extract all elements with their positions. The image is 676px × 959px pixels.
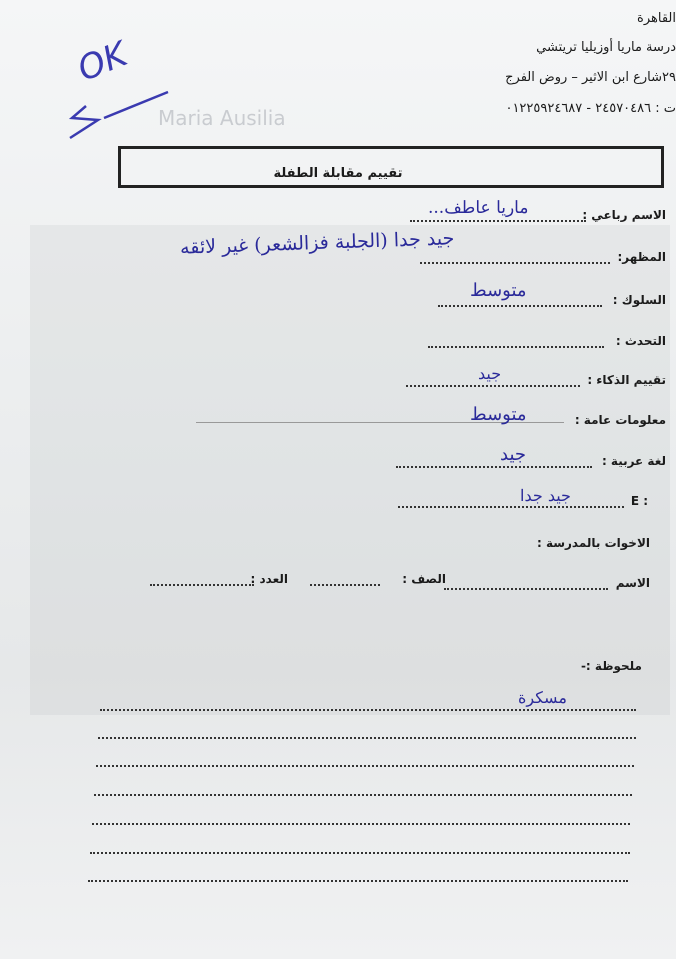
header-address: ٢٩شارع ابن الاثير – روض الفرج <box>505 70 676 85</box>
background-shadow <box>30 225 670 715</box>
general-info-value: متوسط <box>470 404 527 425</box>
speech-dots <box>428 346 604 348</box>
english-value: جيد جدا <box>520 486 571 505</box>
notes-label: ملحوظة :- <box>580 659 642 673</box>
arabic-value: جيد <box>500 444 527 465</box>
behavior-value: متوسط <box>470 280 527 301</box>
notes-value: مسكرة <box>518 688 567 707</box>
header-school: درسة ماريا أوزيليا تريتشي <box>536 40 676 55</box>
name-dots <box>410 220 586 222</box>
siblings-class-dots <box>310 584 380 586</box>
notes-line-5 <box>92 823 630 825</box>
siblings-heading: الاخوات بالمدرسة : <box>536 536 650 550</box>
notes-line-7 <box>88 880 628 882</box>
appearance-label: المظهر: <box>617 250 666 264</box>
general-info-label: معلومات عامة : <box>574 413 666 427</box>
ok-mark: OK <box>72 34 133 90</box>
notes-line-1 <box>100 709 636 711</box>
name-value: ماريا عاطف... <box>428 198 529 218</box>
appearance-dots <box>420 262 610 264</box>
behavior-dots <box>438 305 602 307</box>
english-dots <box>398 506 624 508</box>
arabic-dots <box>396 466 592 468</box>
intelligence-label: تقييم الذكاء : <box>587 373 666 387</box>
siblings-name-label: الاسم <box>615 576 650 590</box>
checkmark-stroke-icon <box>64 88 174 148</box>
header-phones: ت : ٢٤٥٧٠٤٨٦ - ٠١٢٢٥٩٢٤٦٨٧ <box>505 101 676 116</box>
notes-line-3 <box>96 765 634 767</box>
form-title: تقييم مقابلة الطفلة <box>273 166 403 181</box>
header-city: القاهرة <box>637 11 676 26</box>
siblings-name-dots <box>444 588 608 590</box>
notes-line-4 <box>94 794 632 796</box>
arabic-label: لغة عربية : <box>601 454 666 468</box>
behavior-label: السلوك : <box>612 293 666 307</box>
intelligence-dots <box>406 385 580 387</box>
siblings-class-label: الصف : <box>402 572 446 586</box>
notes-line-6 <box>90 852 630 854</box>
speech-label: التحدث : <box>615 334 666 348</box>
notes-line-2 <box>98 737 636 739</box>
siblings-count-label: العدد : <box>250 572 288 586</box>
siblings-count-dots <box>150 584 254 586</box>
intelligence-value: جيد <box>478 364 502 383</box>
ghost-watermark-text: Maria Ausilia <box>158 106 286 130</box>
appearance-value: جيد جدا (الجلبة فزالشعر) غير لائقه <box>179 227 455 259</box>
name-label: الاسم رباعي : <box>582 208 666 222</box>
english-label: E : <box>630 494 648 508</box>
